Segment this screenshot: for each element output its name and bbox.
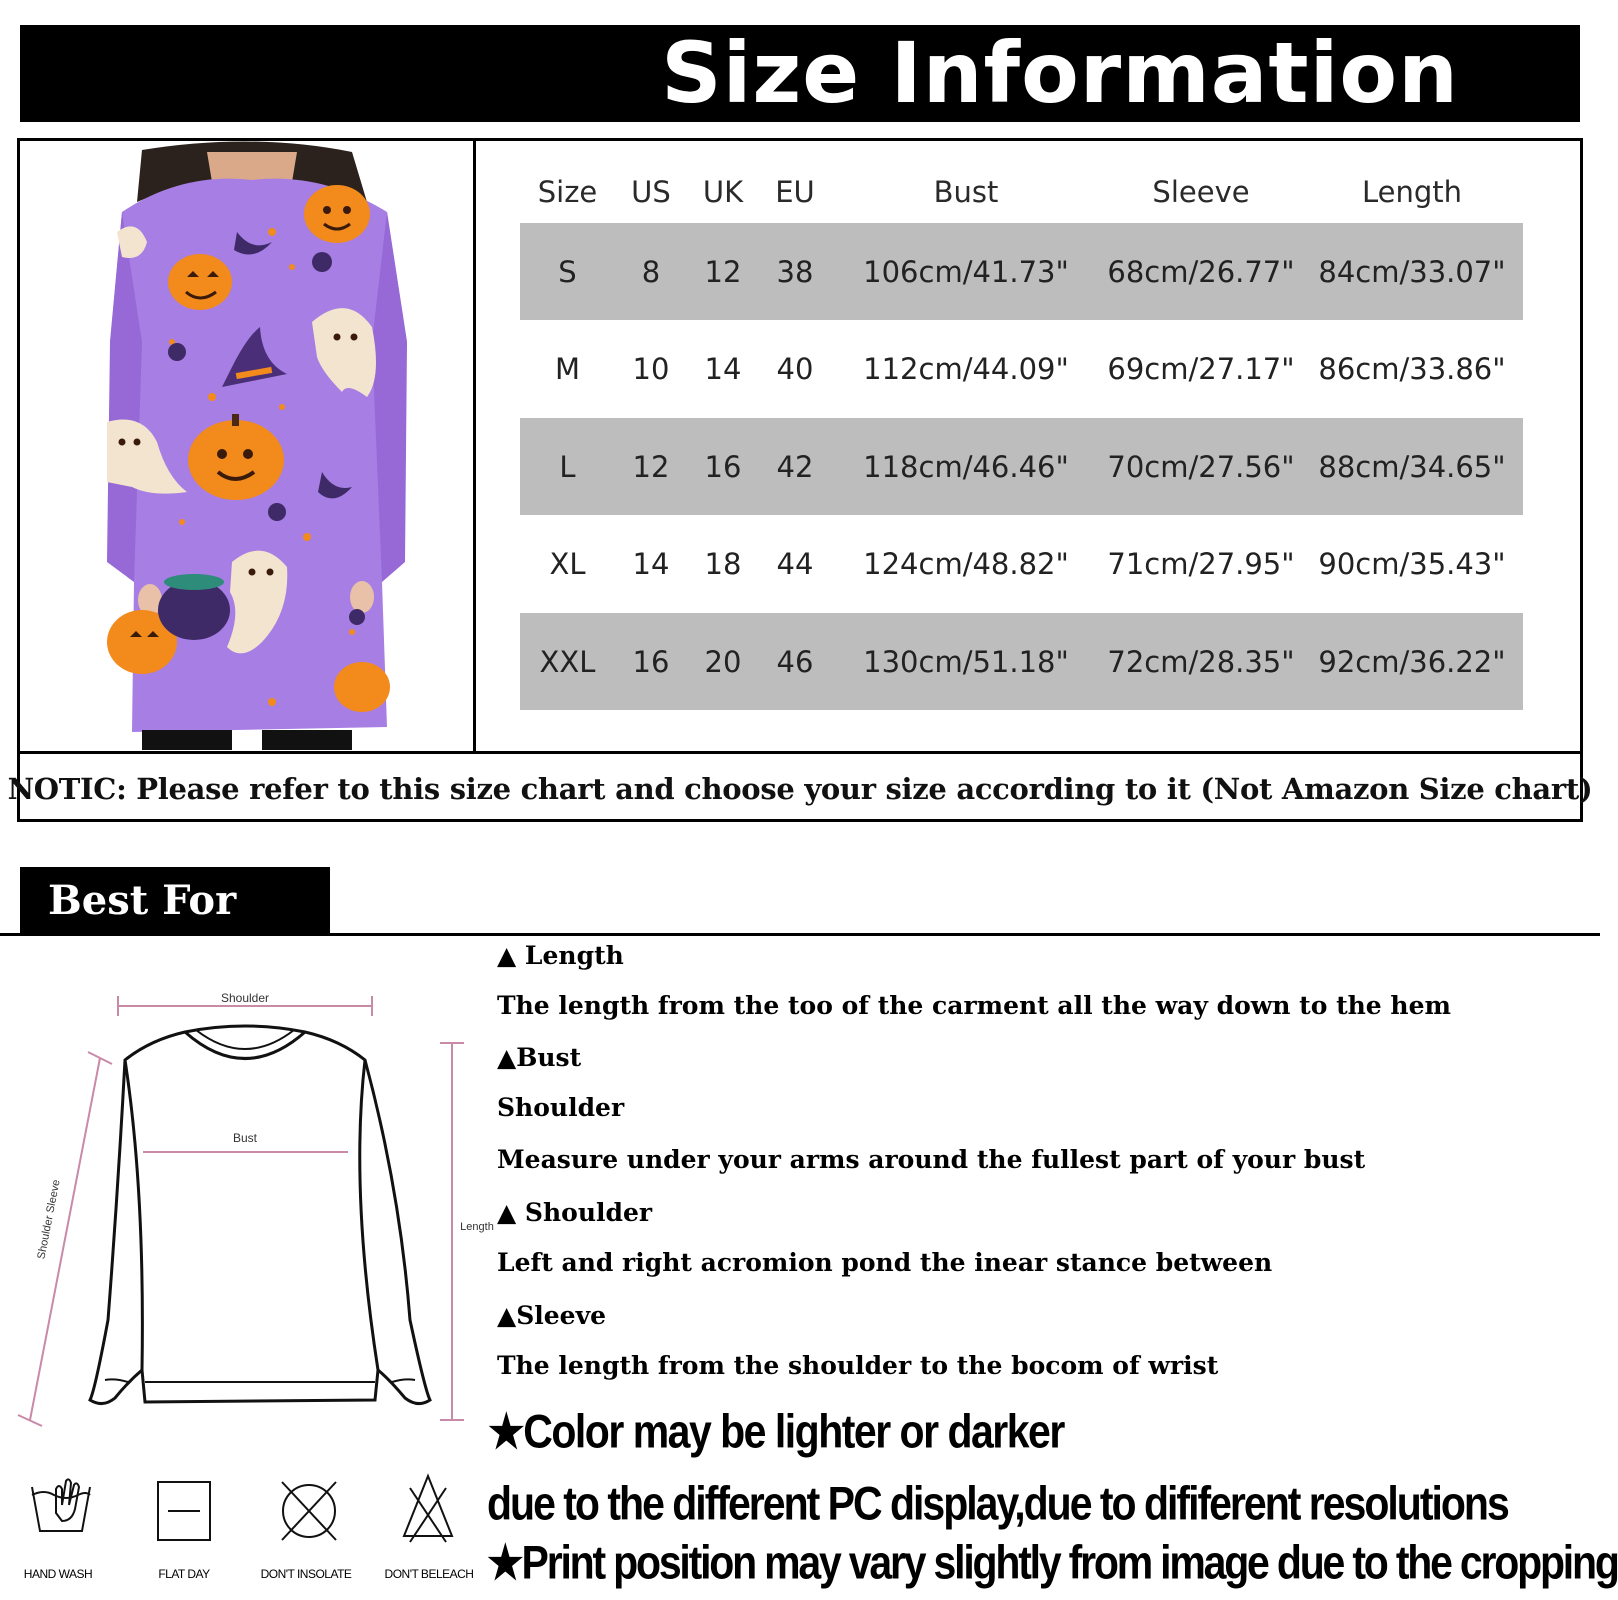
- table-cell: 20: [704, 644, 742, 679]
- dont-bleach-label: DON'T BELEACH: [384, 1567, 474, 1581]
- table-row: [520, 515, 1523, 612]
- table-cell: 84cm/33.07": [1318, 254, 1506, 289]
- bust-subtitle: Shoulder: [497, 1093, 625, 1122]
- left-sleeve-seam: [125, 1060, 142, 1370]
- header-sleeve: Sleeve: [1152, 175, 1250, 209]
- table-row: [520, 613, 1523, 710]
- color-note-line2: due to the different PC display,due to dififerent resolutions: [487, 1477, 1508, 1530]
- table-cell: XL: [549, 546, 586, 581]
- flat-dry-icon: [156, 1480, 212, 1542]
- product-photo: [22, 142, 472, 750]
- shoulder-text: Left and right acromion pond the inear stance between: [497, 1248, 1273, 1277]
- bust-label: Bust: [232, 1131, 258, 1145]
- table-cell: M: [554, 351, 581, 386]
- dont-bleach-icon: [402, 1474, 454, 1546]
- table-cell: 44: [776, 546, 814, 581]
- sweater-diagram: [0, 990, 494, 1430]
- header-uk: UK: [702, 175, 744, 209]
- header-eu: EU: [775, 175, 815, 209]
- section-rule: [0, 933, 1600, 936]
- table-cell: L: [559, 449, 576, 484]
- table-cell: 68cm/26.77": [1107, 254, 1295, 289]
- header-bust: Bust: [933, 175, 999, 209]
- table-cell: 10: [632, 351, 670, 386]
- shoulder-sleeve-label: Shoulder Sleeve: [35, 1178, 63, 1261]
- color-note-line1: ★Color may be lighter or darker: [488, 1405, 1064, 1459]
- right-hand: [350, 581, 374, 613]
- table-cell: 86cm/33.86": [1318, 351, 1506, 386]
- table-cell: 72cm/28.35": [1107, 644, 1295, 679]
- table-row: [520, 418, 1523, 515]
- table-cell: 71cm/27.95": [1107, 546, 1295, 581]
- hand-wash-label: HAND WASH: [23, 1567, 93, 1581]
- table-cell: 18: [704, 546, 742, 581]
- table-cell: 92cm/36.22": [1318, 644, 1506, 679]
- table-row: [520, 320, 1523, 417]
- flat-dry-label: FLAT DAY: [158, 1567, 210, 1581]
- table-cell: 90cm/35.43": [1318, 546, 1506, 581]
- pumpkin-icon: [168, 254, 232, 310]
- length-label: Length: [460, 1221, 494, 1233]
- table-cell: 42: [776, 449, 814, 484]
- best-for-you-heading: Best For You: [20, 867, 330, 935]
- table-cell: XXL: [539, 644, 596, 679]
- sleeve-title: ▲Sleeve: [497, 1301, 607, 1330]
- table-cell: 8: [641, 254, 661, 289]
- table-cell: 38: [776, 254, 814, 289]
- table-cell: S: [558, 254, 577, 289]
- size-notice: NOTIC: Please refer to this size chart and choose your size according to it (Not Amazon Size chart): [7, 772, 1593, 806]
- table-cell: 118cm/46.46": [863, 449, 1069, 484]
- header-us: US: [631, 175, 671, 209]
- table-cell: 16: [704, 449, 742, 484]
- table-cell: 12: [704, 254, 742, 289]
- shoulder-title: ▲ Shoulder: [497, 1198, 653, 1227]
- table-cell: 12: [632, 449, 670, 484]
- table-header-row: [520, 170, 1523, 214]
- notice-divider: [17, 751, 1583, 754]
- table-cell: 88cm/34.65": [1318, 449, 1506, 484]
- bust-title: ▲Bust: [497, 1043, 582, 1072]
- table-cell: 69cm/27.17": [1107, 351, 1295, 386]
- page-title: Size Information: [661, 24, 1459, 122]
- shoulder-label: Shoulder: [220, 991, 270, 1005]
- table-cell: 112cm/44.09": [863, 351, 1069, 386]
- sleeve-text: The length from the shoulder to the bocom of wrist: [497, 1351, 1219, 1380]
- table-cell: 124cm/48.82": [863, 546, 1069, 581]
- header-size: Size: [537, 175, 598, 209]
- photo-divider: [473, 138, 476, 753]
- bust-text: Measure under your arms around the fullest part of your bust: [497, 1145, 1366, 1174]
- length-title: ▲ Length: [497, 941, 624, 970]
- title-banner: [20, 25, 1580, 122]
- pumpkin-icon: [334, 662, 390, 712]
- header-length: Length: [1361, 175, 1463, 209]
- print-note: ★Print position may vary slightly from image due to the cropping: [487, 1536, 1618, 1590]
- table-cell: 14: [632, 546, 670, 581]
- dont-insolate-icon: [278, 1478, 340, 1544]
- dont-insolate-label: DON'T INSOLATE: [260, 1567, 352, 1581]
- length-text: The length from the too of the carment all the way down to the hem: [497, 991, 1451, 1020]
- table-cell: 70cm/27.56": [1107, 449, 1295, 484]
- table-cell: 14: [704, 351, 742, 386]
- table-cell: 46: [776, 644, 814, 679]
- model-legs: [142, 730, 232, 750]
- table-cell: 16: [632, 644, 670, 679]
- hand-wash-icon: [28, 1475, 96, 1537]
- table-cell: 106cm/41.73": [863, 254, 1069, 289]
- pumpkin-icon: [304, 185, 370, 243]
- table-cell: 40: [776, 351, 814, 386]
- table-cell: 130cm/51.18": [863, 644, 1069, 679]
- table-row: [520, 223, 1523, 320]
- cauldron-icon: [158, 574, 230, 640]
